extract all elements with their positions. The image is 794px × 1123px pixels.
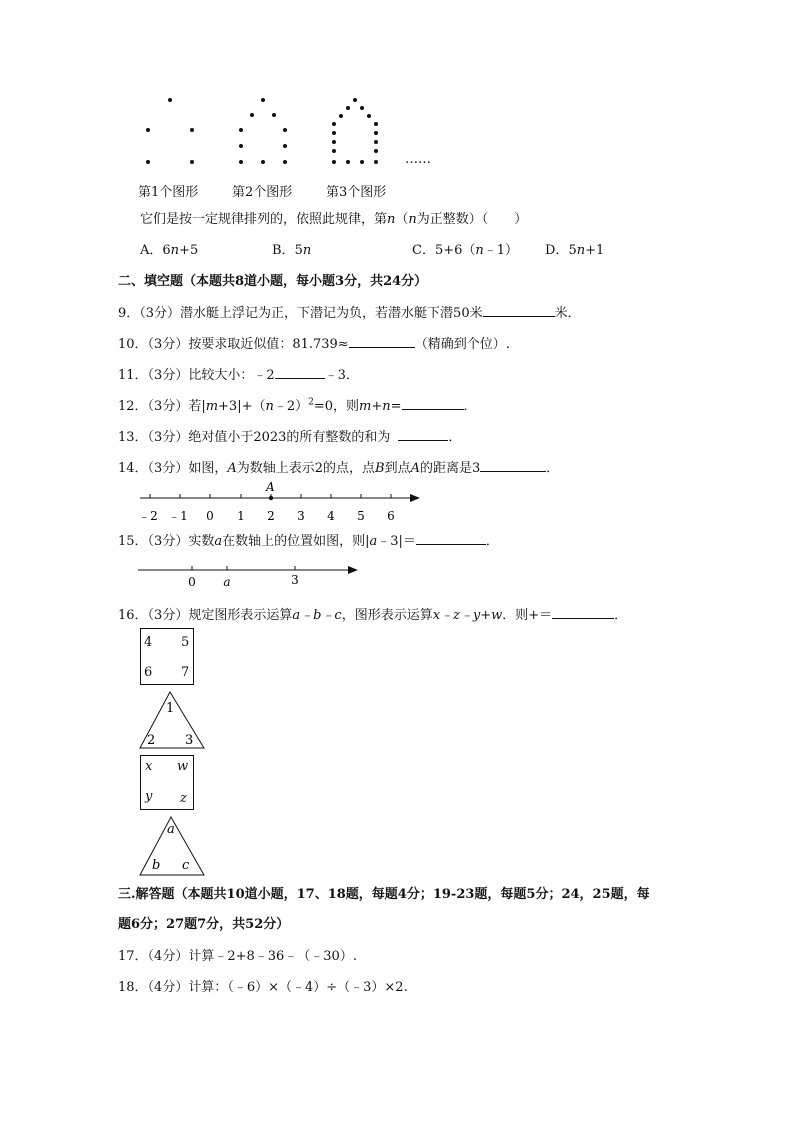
question-16: 16．（3分）规定图形表示运算a﹣b﹣c，图形表示运算x﹣z﹣y+w．则+＝ ． (118, 608, 628, 623)
number-line-2-three: 3 (291, 573, 299, 587)
question-17: 17．（4分）计算﹣2+8﹣36﹣（﹣30）. (118, 949, 357, 964)
q8-stem: 它们是按一定规律排列的，依照此规律，第n（n为正整数）（ ） (140, 212, 528, 227)
question-11: 11．（3分）比较大小：﹣2 ﹣3． (118, 368, 359, 383)
option-a[interactable]: A．6n+5 (140, 243, 199, 258)
question-9: 9．（3分）潜水艇上浮记为正，下潜记为负，若潜水艇下潜50米 米． (118, 306, 581, 321)
triangle-bl: 2 (147, 733, 156, 748)
triangle-br: 3 (185, 733, 194, 748)
figure-label-1: 第1个图形 (138, 185, 199, 200)
square-var-bl: y (145, 789, 153, 804)
tick-label: 3 (297, 509, 305, 523)
section-2-title: 二、填空题（本题共8道小题，每小题3分，共24分） (118, 274, 428, 289)
square-figure-variables (140, 755, 194, 810)
answer-blank-14[interactable] (480, 459, 546, 472)
number-line-2-a: a (223, 575, 231, 589)
point-a-marker (269, 496, 273, 500)
section-3-title-line-1: 三.解答题（本题共10道小题，17、18题，每题4分；19-23题，每题5分；24，25题，每 (118, 887, 650, 902)
answer-blank-10[interactable] (349, 335, 415, 348)
triangle-var-bl: b (152, 858, 161, 873)
square-tr: 5 (181, 635, 190, 650)
tick-label: 0 (206, 509, 214, 523)
triangle-figure-variables (138, 815, 206, 877)
number-line-2 (136, 560, 366, 592)
square-var-tl: x (145, 759, 153, 774)
tick-label: 2 (267, 509, 275, 523)
square-figure-numbers (140, 628, 194, 685)
square-var-br: z (180, 791, 187, 806)
answer-blank-9[interactable] (483, 304, 555, 317)
question-14: 14．（3分）如图，A为数轴上表示2的点，点B到点A的距离是3 ． (118, 461, 560, 476)
tick-label: 1 (237, 509, 245, 523)
square-tl: 4 (144, 635, 153, 650)
option-d[interactable]: D．5n+1 (545, 243, 605, 258)
answer-blank-11[interactable] (275, 366, 325, 379)
figure-1-dots (146, 98, 194, 164)
answer-blank-13[interactable] (398, 428, 448, 441)
tick-label: 6 (387, 509, 395, 523)
figures-ellipsis: …… (405, 152, 431, 167)
option-c[interactable]: C．5+6（n﹣1） (412, 243, 519, 258)
tick-label: ﹣1 (168, 509, 188, 523)
figure-3-dots (332, 98, 378, 164)
tick-label: 5 (357, 509, 365, 523)
question-18: 18．（4分）计算：（﹣6）×（﹣4）÷（﹣3）×2. (118, 980, 408, 995)
triangle-var-top: a (167, 822, 175, 837)
tick-label: 4 (327, 509, 335, 523)
square-bl: 6 (144, 665, 153, 680)
question-15: 15．（3分）实数a在数轴上的位置如图，则|a﹣3|＝ ． (118, 534, 499, 549)
triangle-var-br: c (182, 858, 190, 873)
question-12: 12．（3分）若|m+3|+（n﹣2）$^2$=0，则m+n= ． (118, 397, 477, 414)
answer-blank-16[interactable] (552, 606, 614, 619)
number-line-1 (136, 480, 426, 526)
answer-blank-15[interactable] (416, 532, 486, 545)
number-line-2-zero: 0 (188, 575, 196, 589)
section-3-title-line-2: 题6分；27题7分，共52分） (118, 917, 290, 932)
question-10: 10．（3分）按要求取近似值：81.739≈ （精确到个位）. (118, 337, 510, 352)
point-a-label: A (266, 480, 275, 494)
dot-pattern-figures (130, 90, 450, 170)
tick-label: ﹣2 (138, 509, 158, 523)
figure-label-2: 第2个图形 (232, 185, 293, 200)
square-var-tr: w (177, 759, 189, 774)
question-13: 13．（3分）绝对值小于2023的所有整数的和为 ． (118, 430, 462, 445)
answer-blank-12[interactable] (402, 397, 464, 410)
option-b[interactable]: B．5n (272, 243, 312, 258)
figure-2-dots (239, 98, 287, 164)
square-br: 7 (181, 665, 190, 680)
figure-label-3: 第3个图形 (326, 185, 387, 200)
triangle-figure-numbers (138, 690, 206, 750)
triangle-top: 1 (166, 701, 175, 716)
